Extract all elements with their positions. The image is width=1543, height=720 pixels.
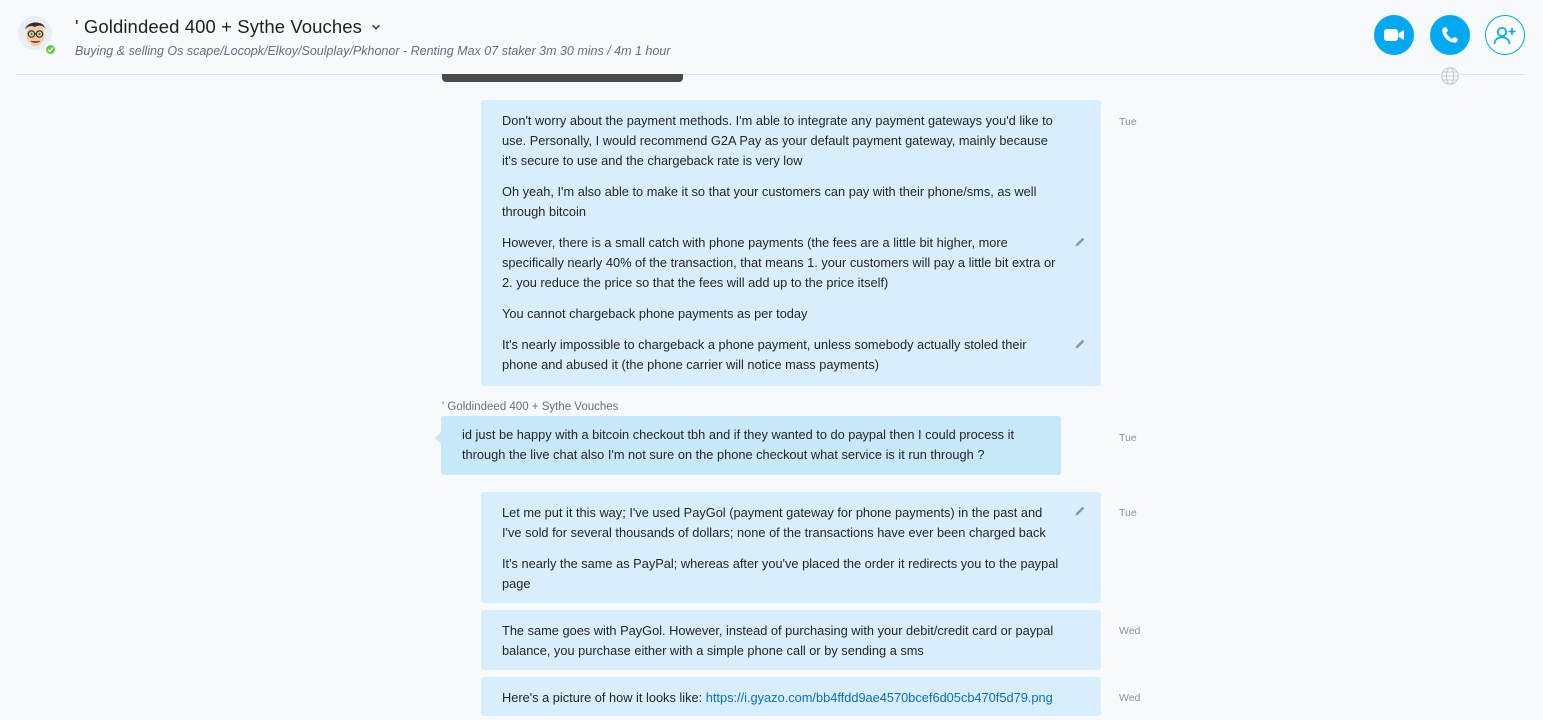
message-timestamp: Tue [1119,432,1137,444]
bubble-tail [435,432,441,444]
message-paragraph: Don't worry about the payment methods. I'm able to integrate any payment gateways you'd like to use. Personally, I would recommend G2A Pay as your default payment gateway, mainly because it's secure to use and the chargeback rate is very low [502,113,1053,168]
message-timestamp: Wed [1119,625,1141,637]
chevron-down-icon[interactable] [370,21,382,33]
add-people-button[interactable] [1485,15,1525,55]
message-bubble-outgoing[interactable] [481,100,1101,386]
add-person-icon [1493,25,1517,45]
message-sender-name: ' Goldindeed 400 + Sythe Vouches [442,401,619,413]
contact-avatar[interactable] [18,16,52,50]
edited-pencil-icon[interactable] [1074,236,1086,248]
contact-mood-message: Buying & selling Os scape/Locopk/Elkoy/Soulplay/Pkhonor - Renting Max 07 staker 3m 30 mins / 4m 1 hour [75,44,671,58]
conversation-header [0,0,1543,75]
edited-pencil-icon[interactable] [1074,338,1086,350]
header-divider [16,74,1525,75]
image-attachment-thumbnail[interactable] [442,74,683,82]
message-paragraph: Oh yeah, I'm also able to make it so that your customers can pay with their phone/sms, as well through bitcoin [502,184,1037,219]
audio-call-button[interactable] [1430,15,1470,55]
message-bubble-outgoing[interactable] [481,677,1101,716]
message-paragraph: It's nearly impossible to chargeback a phone payment, unless somebody actually stoled their phone and abused it (the phone carrier will notice mass payments) [502,337,1027,372]
video-camera-icon [1383,28,1405,42]
message-paragraph: You cannot chargeback phone payments as per today [502,306,808,321]
message-paragraph: The same goes with PayGol. However, instead of purchasing with your debit/credit card or paypal balance, you purchase either with a simple phone call or by sending a sms [502,623,1054,658]
video-call-button[interactable] [1374,15,1414,55]
message-paragraph: It's nearly the same as PayPal; whereas after you've placed the order it redirects you to the paypal page [502,556,1059,591]
message-paragraph: id just be happy with a bitcoin checkout tbh and if they wanted to do paypal then I could process it through the live chat also I'm not sure on the phone checkout what service is it run through ? [462,427,1015,462]
conversation-title-row[interactable] [75,15,382,39]
message-paragraph: However, there is a small catch with phone payments (the fees are a little bit higher, more specifically nearly 40% of the transaction, that means 1. your customers will pay a little bit extra or 2. you reduce the price so that the fees will add up to the price itself) [502,235,1056,290]
message-paragraph [502,688,1062,708]
presence-online-icon [44,43,57,56]
message-timestamp: Tue [1119,507,1137,519]
message-paragraph: Let me put it this way; I've used PayGol (payment gateway for phone payments) in the past and I've sold for several thousands of dollars; none of the transactions have ever been charged back [502,505,1046,540]
edited-pencil-icon[interactable] [1074,505,1086,517]
message-timestamp: Wed [1119,692,1141,704]
conversation-title[interactable]: ' Goldindeed 400 + Sythe Vouches [75,16,363,37]
message-bubble-outgoing[interactable] [481,492,1101,603]
message-bubble-outgoing[interactable] [481,610,1101,670]
image-link[interactable]: https://i.gyazo.com/bb4ffdd9ae4570bcef6d05cb470f5d79.png [705,690,1053,705]
globe-icon[interactable] [1440,66,1460,86]
message-timestamp: Tue [1119,116,1137,128]
message-text: Here's a picture of how it looks like: [502,690,706,705]
phone-icon [1441,26,1459,44]
message-bubble-incoming[interactable] [441,416,1061,475]
